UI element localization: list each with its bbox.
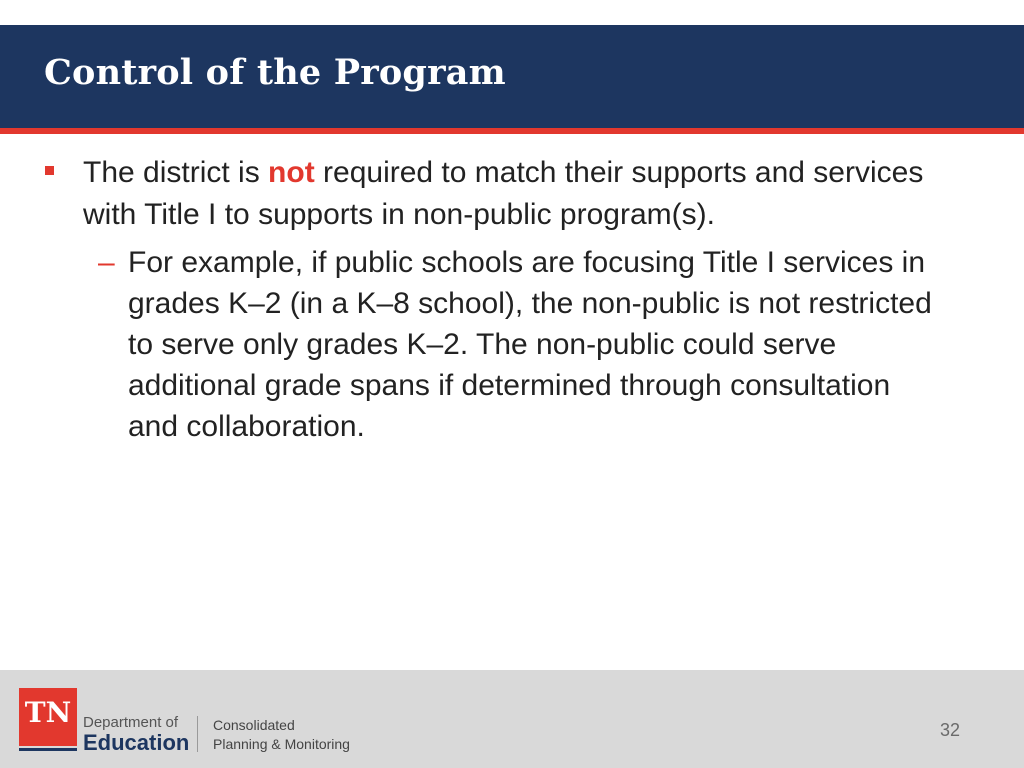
bullet-1-emphasis: not [268,156,315,189]
tn-logo-underline [19,748,77,751]
dept-name-line1: Department of [83,714,179,731]
dept-name-line2: Education [83,730,190,755]
page-number: 32 [939,720,961,740]
bullet-1-text-after: required to match their supports and services with Title I to supports in non-public program(s). [83,156,924,231]
bullet-square-icon [45,166,54,175]
sub-bullet-dash: – [98,246,115,279]
bullet-1-text-before: The district is [83,156,269,189]
bullet-1 [83,152,963,236]
unit-name-line1: Consolidated [213,717,295,733]
header-accent-rule [0,128,1024,134]
tn-logo-text: TN [24,696,72,729]
sub-bullet-text: For example, if public schools are focusing Title I services in grades K–2 (in a K–8 school), the non-public is not restricted to serve only grades K–2. The non-public could serve additional grade spans if determined through consultation and collaboration. [128,246,932,443]
footer [0,670,1024,768]
slide-title: Control of the Program [44,52,506,93]
tn-logo [19,688,77,746]
footer-divider [197,716,198,752]
unit-name-line2: Planning & Monitoring [213,736,350,752]
